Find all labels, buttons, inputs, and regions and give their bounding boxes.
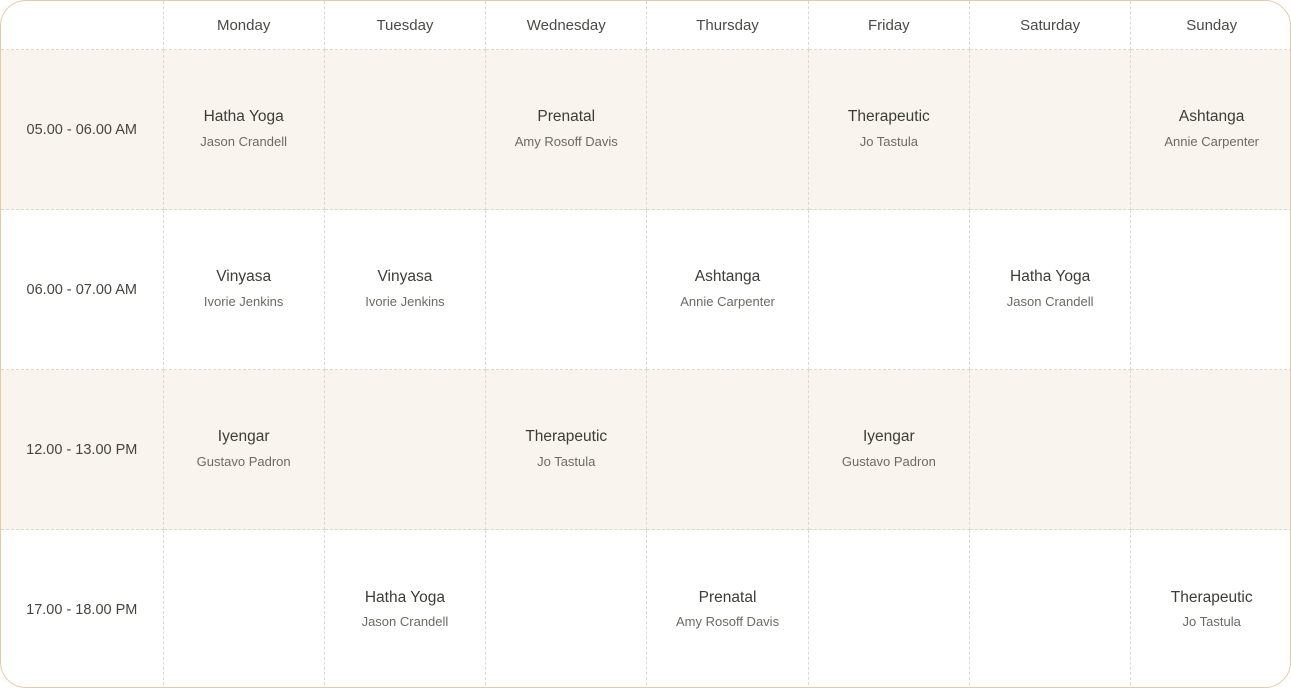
class-cell[interactable]	[163, 50, 324, 210]
column-header-saturday: Saturday	[969, 1, 1130, 50]
class-cell[interactable]	[163, 370, 324, 530]
class-teacher: Jason Crandell	[200, 133, 287, 149]
column-header-thursday: Thursday	[647, 1, 808, 50]
table-row	[1, 50, 1291, 210]
class-cell[interactable]	[486, 370, 647, 530]
class-cell[interactable]	[1131, 370, 1291, 530]
class-title: Hatha Yoga	[364, 588, 446, 606]
class-schedule-table	[1, 1, 1291, 688]
class-cell[interactable]	[647, 50, 808, 210]
column-header-wednesday: Wednesday	[486, 1, 647, 50]
time-slot-label: 05.00 - 06.00 AM	[1, 50, 163, 210]
class-teacher: Jason Crandell	[361, 614, 449, 630]
table-row	[1, 210, 1291, 370]
class-title: Prenatal	[698, 588, 757, 606]
table-header	[1, 1, 1291, 50]
time-slot-label: 17.00 - 18.00 PM	[1, 530, 163, 688]
class-cell[interactable]	[324, 210, 485, 370]
column-header-time	[1, 1, 163, 50]
class-cell[interactable]	[324, 50, 485, 210]
column-header-sunday: Sunday	[1131, 1, 1291, 50]
class-cell[interactable]	[1131, 530, 1291, 688]
class-teacher: Jo Tastula	[1182, 614, 1241, 630]
class-cell[interactable]	[969, 530, 1130, 688]
class-cell[interactable]	[969, 50, 1130, 210]
table-body	[1, 50, 1291, 688]
class-cell[interactable]	[808, 530, 969, 688]
class-cell[interactable]	[1131, 210, 1291, 370]
column-header-friday: Friday	[808, 1, 969, 50]
class-teacher: Gustavo Padron	[841, 453, 936, 469]
class-teacher: Gustavo Padron	[196, 453, 291, 469]
class-cell[interactable]	[969, 370, 1130, 530]
class-cell[interactable]	[647, 530, 808, 688]
class-cell[interactable]	[324, 370, 485, 530]
class-title: Therapeutic	[847, 108, 930, 126]
class-teacher: Amy Rosoff Davis	[676, 614, 780, 630]
class-teacher: Amy Rosoff Davis	[514, 133, 618, 149]
table-row	[1, 530, 1291, 688]
class-cell[interactable]	[163, 210, 324, 370]
class-teacher: Ivorie Jenkins	[365, 293, 445, 309]
class-cell[interactable]	[969, 210, 1130, 370]
class-cell[interactable]	[324, 530, 485, 688]
class-cell[interactable]	[808, 210, 969, 370]
class-cell[interactable]	[808, 50, 969, 210]
class-cell[interactable]	[486, 530, 647, 688]
class-cell[interactable]	[647, 370, 808, 530]
class-teacher: Annie Carpenter	[1164, 133, 1260, 149]
column-header-monday: Monday	[163, 1, 324, 50]
class-teacher: Ivorie Jenkins	[203, 293, 284, 309]
class-cell[interactable]	[486, 210, 647, 370]
class-title: Iyengar	[862, 428, 915, 446]
class-teacher: Jo Tastula	[537, 453, 596, 469]
class-title: Iyengar	[217, 428, 270, 446]
class-cell[interactable]	[1131, 50, 1291, 210]
header-row	[1, 1, 1291, 50]
class-title: Vinyasa	[377, 268, 433, 286]
class-title: Prenatal	[537, 108, 596, 126]
class-title: Therapeutic	[525, 428, 608, 446]
class-title: Ashtanga	[694, 268, 761, 286]
class-teacher: Jason Crandell	[1006, 293, 1094, 309]
class-title: Therapeutic	[1170, 588, 1253, 606]
class-title: Ashtanga	[1178, 108, 1245, 126]
class-cell[interactable]	[163, 530, 324, 688]
time-slot-label: 06.00 - 07.00 AM	[1, 210, 163, 370]
class-teacher: Annie Carpenter	[680, 293, 775, 309]
column-header-tuesday: Tuesday	[324, 1, 485, 50]
class-title: Hatha Yoga	[1010, 268, 1091, 286]
class-title: Hatha Yoga	[203, 108, 284, 126]
class-title: Vinyasa	[216, 268, 272, 286]
class-cell[interactable]	[808, 370, 969, 530]
class-teacher: Jo Tastula	[859, 133, 918, 149]
table-row	[1, 370, 1291, 530]
class-cell[interactable]	[486, 50, 647, 210]
time-slot-label: 12.00 - 13.00 PM	[1, 370, 163, 530]
class-cell[interactable]	[647, 210, 808, 370]
